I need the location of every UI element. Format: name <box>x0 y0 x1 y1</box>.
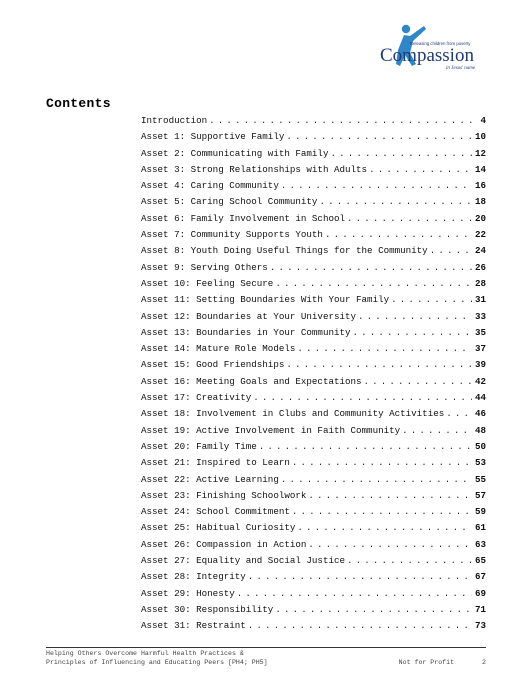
toc-dot-leader <box>430 243 472 259</box>
toc-entry[interactable] <box>141 325 486 341</box>
toc-entry[interactable] <box>141 602 486 618</box>
toc-entry-page: 26 <box>474 261 486 273</box>
toc-entry[interactable] <box>141 455 486 471</box>
toc-dot-leader <box>259 439 472 455</box>
toc-entry-title: Asset 15: Good Friendships <box>141 359 285 371</box>
toc-entry-page: 67 <box>474 571 486 583</box>
toc-dot-leader <box>292 455 472 471</box>
toc-entry[interactable] <box>141 406 486 422</box>
toc-dot-leader <box>253 390 472 406</box>
toc-entry-page: 12 <box>474 147 486 159</box>
toc-entry-page: 35 <box>474 326 486 338</box>
toc-dot-leader <box>237 586 472 602</box>
toc-entry-title: Asset 29: Honesty <box>141 587 235 599</box>
toc-entry-title: Asset 2: Communicating with Family <box>141 147 329 159</box>
toc-entry-page: 4 <box>480 115 486 126</box>
toc-entry-page: 14 <box>474 163 486 175</box>
toc-dot-leader <box>281 178 472 194</box>
toc-entry-page: 63 <box>474 538 486 550</box>
toc-dot-leader <box>308 488 472 504</box>
toc-entry-title: Asset 4: Caring Community <box>141 180 279 192</box>
toc-entry-page: 10 <box>474 131 486 143</box>
toc-dot-leader <box>353 325 472 341</box>
toc-entry-page: 48 <box>474 424 486 436</box>
table-of-contents <box>141 113 486 635</box>
toc-entry-title: Asset 1: Supportive Family <box>141 131 285 143</box>
toc-entry-page: 50 <box>474 440 486 452</box>
toc-dot-leader <box>308 537 472 553</box>
toc-entry-title: Asset 8: Youth Doing Useful Things for the Community <box>141 245 428 257</box>
toc-dot-leader <box>391 292 472 308</box>
toc-entry-title: Asset 3: Strong Relationships with Adults <box>141 163 368 175</box>
toc-dot-leader <box>347 553 472 569</box>
toc-dot-leader <box>248 569 472 585</box>
toc-entry-page: 24 <box>474 245 486 257</box>
toc-entry[interactable] <box>141 520 486 536</box>
footer-page-number: 2 <box>482 658 486 666</box>
toc-entry-title: Asset 18: Involvement in Clubs and Community Activities <box>141 408 445 420</box>
toc-entry[interactable] <box>141 537 486 553</box>
toc-entry-page: 44 <box>474 392 486 404</box>
toc-dot-leader <box>319 194 472 210</box>
toc-entry-title: Asset 7: Community Supports Youth <box>141 229 323 241</box>
logo-tagline: Releasing children from poverty <box>410 41 471 46</box>
toc-dot-leader <box>358 309 472 325</box>
footer-divider <box>46 647 486 648</box>
toc-dot-leader <box>330 146 472 162</box>
toc-entry[interactable] <box>141 162 486 178</box>
toc-entry-page: 53 <box>474 457 486 469</box>
footer-line-1: Helping Others Overcome Harmful Health Practices & <box>46 650 244 657</box>
toc-dot-leader <box>275 276 472 292</box>
logo-brand: Compassion <box>380 45 474 66</box>
toc-entry[interactable] <box>141 488 486 504</box>
toc-entry-page: 46 <box>474 408 486 420</box>
footer-right <box>335 659 486 668</box>
toc-entry-page: 20 <box>474 212 486 224</box>
toc-entry[interactable] <box>141 243 486 259</box>
toc-dot-leader <box>297 520 472 536</box>
toc-entry-title: Asset 9: Serving Others <box>141 261 268 273</box>
toc-entry-page: 22 <box>474 229 486 241</box>
toc-entry-page: 16 <box>474 180 486 192</box>
toc-entry[interactable] <box>141 357 486 373</box>
footer-line-2: Principles of Influencing and Educating Peers [PH4; PH5] <box>46 658 268 666</box>
toc-entry-title: Asset 25: Habitual Curiosity <box>141 522 296 534</box>
toc-dot-leader <box>286 357 472 373</box>
toc-entry[interactable] <box>141 472 486 488</box>
toc-entry[interactable] <box>141 423 486 439</box>
footer-notice: Not for Profit <box>398 658 455 666</box>
toc-dot-leader <box>248 618 472 634</box>
toc-entry-title: Asset 23: Finishing Schoolwork <box>141 489 307 501</box>
toc-entry-title: Asset 28: Integrity <box>141 571 246 583</box>
toc-entry-title: Asset 14: Mature Role Models <box>141 343 296 355</box>
toc-entry-title: Introduction <box>141 115 208 126</box>
toc-entry-title: Asset 31: Restraint <box>141 620 246 632</box>
toc-entry-page: 59 <box>474 506 486 518</box>
toc-entry-page: 73 <box>474 620 486 632</box>
toc-entry[interactable] <box>141 618 486 634</box>
toc-entry-title: Asset 21: Inspired to Learn <box>141 457 290 469</box>
toc-entry-title: Asset 30: Responsibility <box>141 603 274 615</box>
toc-entry-title: Asset 11: Setting Boundaries With Your Family <box>141 294 390 306</box>
toc-entry[interactable] <box>141 439 486 455</box>
compassion-logo <box>376 20 492 72</box>
toc-entry-title: Asset 5: Caring School Community <box>141 196 318 208</box>
toc-entry-title: Asset 12: Boundaries at Your University <box>141 310 357 322</box>
toc-entry[interactable] <box>141 113 486 129</box>
toc-entry[interactable] <box>141 276 486 292</box>
toc-entry-title: Asset 26: Compassion in Action <box>141 538 307 550</box>
toc-dot-leader <box>402 423 472 439</box>
toc-entry-title: Asset 24: School Commitment <box>141 506 290 518</box>
toc-entry-title: Asset 13: Boundaries in Your Community <box>141 326 351 338</box>
toc-entry[interactable] <box>141 227 486 243</box>
toc-entry-page: 61 <box>474 522 486 534</box>
toc-entry[interactable] <box>141 569 486 585</box>
toc-dot-leader <box>270 260 472 276</box>
toc-dot-leader <box>347 211 472 227</box>
toc-entry-page: 71 <box>474 603 486 615</box>
page-footer <box>46 650 486 667</box>
toc-entry-page: 42 <box>474 375 486 387</box>
toc-entry[interactable] <box>141 309 486 325</box>
toc-entry-title: Asset 17: Creativity <box>141 392 252 404</box>
toc-dot-leader <box>364 374 472 390</box>
toc-dot-leader <box>369 162 472 178</box>
toc-entry-page: 18 <box>474 196 486 208</box>
toc-entry[interactable] <box>141 260 486 276</box>
toc-entry-page: 28 <box>474 277 486 289</box>
toc-dot-leader <box>297 341 472 357</box>
toc-entry-title: Asset 16: Meeting Goals and Expectations <box>141 375 362 387</box>
toc-entry[interactable] <box>141 553 486 569</box>
toc-dot-leader <box>275 602 472 618</box>
toc-entry-page: 31 <box>474 294 486 306</box>
logo-subline: in Jesus' name <box>446 66 476 71</box>
toc-entry[interactable] <box>141 390 486 406</box>
toc-entry-page: 69 <box>474 587 486 599</box>
toc-entry[interactable] <box>141 178 486 194</box>
toc-entry-page: 65 <box>474 555 486 567</box>
toc-dot-leader <box>281 472 472 488</box>
toc-entry-page: 33 <box>474 310 486 322</box>
toc-entry-title: Asset 22: Active Learning <box>141 473 279 485</box>
toc-entry-title: Asset 6: Family Involvement in School <box>141 212 345 224</box>
toc-dot-leader <box>325 227 472 243</box>
toc-entry-title: Asset 27: Equality and Social Justice <box>141 555 345 567</box>
toc-entry[interactable] <box>141 586 486 602</box>
toc-entry[interactable] <box>141 374 486 390</box>
contents-heading: Contents <box>46 96 111 111</box>
toc-entry[interactable] <box>141 211 486 227</box>
toc-dot-leader <box>209 113 472 129</box>
toc-entry-title: Asset 10: Feeling Secure <box>141 277 274 289</box>
toc-entry-title: Asset 20: Family Time <box>141 440 257 452</box>
toc-entry-page: 39 <box>474 359 486 371</box>
toc-entry[interactable] <box>141 146 486 162</box>
toc-entry[interactable] <box>141 504 486 520</box>
toc-entry-title: Asset 19: Active Involvement in Faith Community <box>141 424 401 436</box>
toc-dot-leader <box>286 129 472 145</box>
toc-dot-leader <box>446 406 472 422</box>
toc-entry[interactable] <box>141 194 486 210</box>
toc-entry[interactable] <box>141 129 486 145</box>
toc-entry-page: 37 <box>474 343 486 355</box>
toc-dot-leader <box>292 504 472 520</box>
toc-entry[interactable] <box>141 341 486 357</box>
toc-entry-page: 55 <box>474 473 486 485</box>
toc-entry[interactable] <box>141 292 486 308</box>
toc-entry-page: 57 <box>474 489 486 501</box>
